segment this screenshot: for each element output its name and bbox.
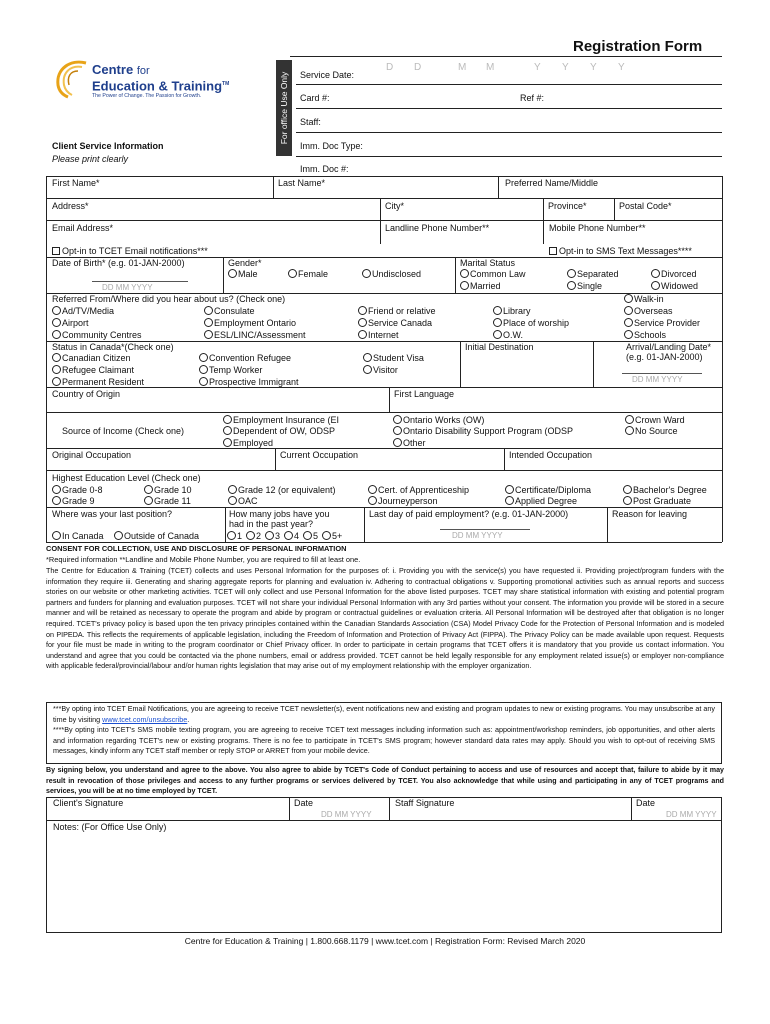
gender-female-radio[interactable]: Female xyxy=(288,269,328,280)
unsubscribe-link[interactable]: www.tcet.com/unsubscribe xyxy=(102,714,188,724)
status-convention-refugee-radio[interactable]: Convention Refugee xyxy=(199,353,291,364)
client-date-label: Date xyxy=(294,798,314,808)
email-field[interactable]: Email Address* xyxy=(52,223,114,233)
optin-email-checkbox[interactable]: Opt-in to TCET Email notifications*** xyxy=(52,246,208,257)
education-label: Highest Education Level (Check one) xyxy=(52,473,201,483)
landline-field[interactable]: Landline Phone Number** xyxy=(385,223,490,233)
arrival-date-example: (e.g. 01-JAN-2000) xyxy=(626,352,703,362)
office-rule xyxy=(296,132,722,133)
jobs-label: How many jobs have you xyxy=(229,509,330,519)
marital-label: Marital Status xyxy=(460,258,516,268)
gender-male-radio[interactable]: Male xyxy=(228,269,258,280)
intended-occupation-field[interactable]: Intended Occupation xyxy=(509,450,593,460)
office-rule xyxy=(296,108,722,109)
tcet-logo: Centre for Education & Training™ The Power of Change. The Passion for Growth. xyxy=(50,57,250,105)
referred-ow-radio[interactable]: O.W. xyxy=(493,330,523,341)
referred-label: Referred From/Where did you hear about us? (Check one) xyxy=(52,294,286,304)
referred-service-canada-radio[interactable]: Service Canada xyxy=(358,318,432,329)
jobs-2-radio[interactable]: 2 xyxy=(246,531,261,542)
status-citizen-radio[interactable]: Canadian Citizen xyxy=(52,353,131,364)
service-date-label: Service Date: xyxy=(300,70,355,80)
position-in-canada-radio[interactable]: In Canada xyxy=(52,531,104,542)
jobs-5plus-radio[interactable]: 5+ xyxy=(322,531,342,542)
arrival-date-field[interactable]: DD MM YYYY xyxy=(632,375,683,384)
referred-friend-radio[interactable]: Friend or relative xyxy=(358,306,436,317)
jobs-5-radio[interactable]: 5 xyxy=(303,531,318,542)
edu-applied-degree-radio[interactable]: Applied Degree xyxy=(505,496,577,507)
edu-bachelors-radio[interactable]: Bachelor's Degree xyxy=(623,485,707,496)
table-border xyxy=(46,176,722,177)
edu-apprenticeship-radio[interactable]: Cert. of Apprenticeship xyxy=(368,485,469,496)
client-info-heading: Client Service Information xyxy=(52,141,164,151)
table-border xyxy=(46,176,47,542)
income-employed-radio[interactable]: Employed xyxy=(223,438,273,449)
staff-label[interactable]: Staff: xyxy=(300,117,321,127)
status-refugee-claimant-radio[interactable]: Refugee Claimant xyxy=(52,365,134,376)
ref-label[interactable]: Ref #: xyxy=(520,93,545,103)
optin-notes-box: ***By opting into TCET Email Notifications, you are agreeing to receive TCET newsletter(s), event notifications new and existing and program updates to new or existing programs. You may unsubscribe at any time by visiting www.tcet.com/unsubscribe. ****By opting into TCET's SMS mobile texting program, you are agreeing to receive TCET text messages including information such as: appointment/workshop reminders, job opportunities, and other alerts and information regarding TCET's new or existing programs. There is no fee to participate in TCET's SMS program; however standard data rates may apply. Should you wish to opt-out of receiving SMS messages, kindly inform any TCET staff member or reply STOP or ARRET from your mobile device. xyxy=(46,702,722,764)
marital-divorced-radio[interactable]: Divorced xyxy=(651,269,697,280)
edu-grade-12-radio[interactable]: Grade 12 (or equivalent) xyxy=(228,485,336,496)
city-field[interactable]: City* xyxy=(385,201,405,211)
referred-service-provider-radio[interactable]: Service Provider xyxy=(624,318,700,329)
last-name-field[interactable]: Last Name* xyxy=(278,178,326,188)
imm-doc-label[interactable]: Imm. Doc #: xyxy=(300,164,349,174)
office-notes-field[interactable]: Notes: (For Office Use Only) xyxy=(53,822,167,832)
preferred-name-field[interactable]: Preferred Name/Middle xyxy=(505,178,599,188)
consent-body: The Centre for Education & Training (TCET) collects and uses Personal Information for the purposes of: i. Providing you with the service(s) you have requested ii. Providing project/program funders with the information they require iii. Generating and sharing aggregate reports for planning and evaluation iv. Adhering to contractual obligations v. Supporting promotional activities such as annual reports and success stories on our website or other marketing activities. TCET will only collect and use Personal Information for the above listed purposes. TCET may share statistical information with existing and potential program partners and funders for planning and evaluation purposes. TCET will not share your individual Personal Information with any 3rd parties without your consent. The information you provide will be stored in a secure manner and will be retained as necessary to operate the program and abide by program or contractual guidelines or evaluation criteria. All Personal Information will be destroyed after that obligation is no longer required. TCET's privacy policy is based upon the ten privacy principles contained within the Canadian Standards Association (CSA) Model Privacy Code for the Protection of Personal Information and is modeled on PIPEDA. This reflects the requirements of applicable legislation, including the Freedom of Information and Protection of Privacy Act (FIPPA). The Privacy Policy can be made available upon request. Requests for your file must be made in writing to the program coordinator or Chief Privacy officer. In order to participate in certain programs that TCET offers it is mandatory that you provide us contact information. You understand and agree that you could be contacted via the phone numbers, email or address provided. TCET cannot be held legally responsible for any employment related issue(s) or employer non-compliance with applicable federal/provincial/labour and/or human rights legislation that may arise out of my employment relationship with the employer organization. xyxy=(46,566,724,671)
dob-field[interactable]: DD MM YYYY xyxy=(102,283,153,292)
table-border xyxy=(722,176,723,542)
card-label[interactable]: Card #: xyxy=(300,93,330,103)
income-odsp-radio[interactable]: Ontario Disability Support Program (ODSP xyxy=(393,426,573,437)
marital-common-law-radio[interactable]: Common Law xyxy=(460,269,526,280)
agreement-statement: By signing below, you understand and agree to the above. You also agree to abide by TCET's Code of Conduct pertaining to access and use of resources and accept that, failure to abide by it may result in revocation of those privileges and access to any further programs or services delivered by TCET. You also acknowledge that while using and participating in any of TCET programs and services, you will be at no time employed by TCET. xyxy=(46,766,724,796)
position-outside-canada-radio[interactable]: Outside of Canada xyxy=(114,531,199,542)
jobs-3-radio[interactable]: 3 xyxy=(265,531,280,542)
edu-grade-9-radio[interactable]: Grade 9 xyxy=(52,496,95,507)
swoosh-icon xyxy=(50,57,92,99)
income-label: Source of Income (Check one) xyxy=(62,426,185,436)
status-student-visa-radio[interactable]: Student Visa xyxy=(363,353,424,364)
imm-doc-type-label[interactable]: Imm. Doc Type: xyxy=(300,141,363,151)
last-day-label: Last day of paid employment? (e.g. 01-JAN-2000) xyxy=(369,509,569,519)
first-language-field[interactable]: First Language xyxy=(394,389,455,399)
sms-optin-note: ****By opting into TCET's SMS mobile texting program, you are agreeing to receive TCET text messages including information such as: appointment/workshop reminders, job opportunities, and other alerts and information regarding TCET's new or existing programs. There is no fee to participate in TCET's SMS program; however standard data rates may apply. Should you wish to opt-out of receiving SMS messages, kindly inform any TCET staff member or reply STOP or ARRET from your mobile device. xyxy=(53,725,715,756)
edu-journeyperson-radio[interactable]: Journeyperson xyxy=(368,496,438,507)
marital-separated-radio[interactable]: Separated xyxy=(567,269,619,280)
office-rule xyxy=(296,156,722,157)
referred-esl-radio[interactable]: ESL/LINC/Assessment xyxy=(204,330,306,341)
edu-grade-0-8-radio[interactable]: Grade 0-8 xyxy=(52,485,103,496)
edu-certificate-radio[interactable]: Certificate/Diploma xyxy=(505,485,591,496)
referred-walkin-radio[interactable]: Walk-in xyxy=(624,294,664,305)
edu-post-graduate-radio[interactable]: Post Graduate xyxy=(623,496,691,507)
initial-destination-field[interactable]: Initial Destination xyxy=(465,342,534,352)
title-rule xyxy=(290,56,722,57)
edu-grade-11-radio[interactable]: Grade 11 xyxy=(144,496,191,507)
reason-for-leaving-field[interactable]: Reason for leaving xyxy=(612,509,688,519)
required-note: *Required information **Landline and Mobile Phone Number, you are required to fill at least one. xyxy=(46,555,361,564)
email-optin-note: ***By opting into TCET Email Notifications, you are agreeing to receive TCET newsletter(s), event notifications new and existing and program updates to new or existing programs. You may unsubscribe at any time by visiting xyxy=(53,704,715,724)
edu-oac-radio[interactable]: OAC xyxy=(228,496,258,507)
status-temp-worker-radio[interactable]: Temp Worker xyxy=(199,365,262,376)
form-title: Registration Form xyxy=(573,38,703,55)
first-name-field[interactable]: First Name* xyxy=(52,178,100,188)
arrival-date-label: Arrival/Landing Date* xyxy=(626,342,712,352)
income-ow-radio[interactable]: Ontario Works (OW) xyxy=(393,415,484,426)
marital-married-radio[interactable]: Married xyxy=(460,281,501,292)
referred-consulate-radio[interactable]: Consulate xyxy=(204,306,255,317)
mobile-field[interactable]: Mobile Phone Number** xyxy=(549,223,646,233)
staff-date-label: Date xyxy=(636,798,656,808)
referred-employment-ontario-radio[interactable]: Employment Ontario xyxy=(204,318,296,329)
status-visitor-radio[interactable]: Visitor xyxy=(363,365,398,376)
jobs-label-2: had in the past year? xyxy=(229,519,314,529)
country-of-origin-field[interactable]: Country of Origin xyxy=(52,389,121,399)
last-day-field[interactable]: DD MM YYYY xyxy=(452,531,503,540)
marital-widowed-radio[interactable]: Widowed xyxy=(651,281,698,292)
referred-adtv-radio[interactable]: Ad/TV/Media xyxy=(52,306,114,317)
marital-single-radio[interactable]: Single xyxy=(567,281,602,292)
dob-label: Date of Birth* (e.g. 01-JAN-2000) xyxy=(52,258,185,268)
referred-worship-radio[interactable]: Place of worship xyxy=(493,318,569,329)
address-field[interactable]: Address* xyxy=(52,201,89,211)
referred-library-radio[interactable]: Library xyxy=(493,306,531,317)
status-pr-radio[interactable]: Permanent Resident xyxy=(52,377,144,388)
signature-table xyxy=(46,797,722,933)
income-no-source-radio[interactable]: No Source xyxy=(625,426,678,437)
referred-overseas-radio[interactable]: Overseas xyxy=(624,306,673,317)
status-label: Status in Canada*(Check one) xyxy=(52,342,174,352)
edu-grade-10-radio[interactable]: Grade 10 xyxy=(144,485,192,496)
income-other-radio[interactable]: Other xyxy=(393,438,426,449)
gender-label: Gender* xyxy=(228,258,262,268)
province-field[interactable]: Province* xyxy=(548,201,587,211)
client-signature-field[interactable]: Client's Signature xyxy=(53,798,124,808)
office-use-vertical-label: For office Use Only xyxy=(276,60,292,156)
income-dependent-radio[interactable]: Dependent of OW, ODSP xyxy=(223,426,335,437)
income-crown-ward-radio[interactable]: Crown Ward xyxy=(625,415,685,426)
staff-date-field[interactable]: DD MM YYYY xyxy=(666,810,717,819)
print-clearly-note: Please print clearly xyxy=(52,154,129,164)
referred-airport-radio[interactable]: Airport xyxy=(52,318,89,329)
status-prospective-radio[interactable]: Prospective Immigrant xyxy=(199,377,299,388)
referred-schools-radio[interactable]: Schools xyxy=(624,330,666,341)
jobs-4-radio[interactable]: 4 xyxy=(284,531,299,542)
postal-code-field[interactable]: Postal Code* xyxy=(619,201,672,211)
optin-sms-checkbox[interactable]: Opt-in to SMS Text Messages**** xyxy=(549,246,692,257)
referred-community-radio[interactable]: Community Centres xyxy=(52,330,142,341)
jobs-1-radio[interactable]: 1 xyxy=(227,531,242,542)
gender-undisclosed-radio[interactable]: Undisclosed xyxy=(362,269,421,280)
consent-heading: CONSENT FOR COLLECTION, USE AND DISCLOSURE OF PERSONAL INFORMATION xyxy=(46,544,347,553)
page-footer: Centre for Education & Training | 1.800.668.1179 | www.tcet.com | Registration Form: Revised March 2020 xyxy=(184,936,586,946)
referred-internet-radio[interactable]: Internet xyxy=(358,330,399,341)
income-ei-radio[interactable]: Employment Insurance (EI xyxy=(223,415,339,426)
service-date-field[interactable]: D D M M Y Y Y Y xyxy=(386,62,626,73)
office-rule xyxy=(296,84,722,85)
original-occupation-field[interactable]: Original Occupation xyxy=(52,450,132,460)
last-position-label: Where was your last position? xyxy=(52,509,173,519)
client-date-field[interactable]: DD MM YYYY xyxy=(321,810,372,819)
current-occupation-field[interactable]: Current Occupation xyxy=(280,450,359,460)
staff-signature-field[interactable]: Staff Signature xyxy=(395,798,455,808)
